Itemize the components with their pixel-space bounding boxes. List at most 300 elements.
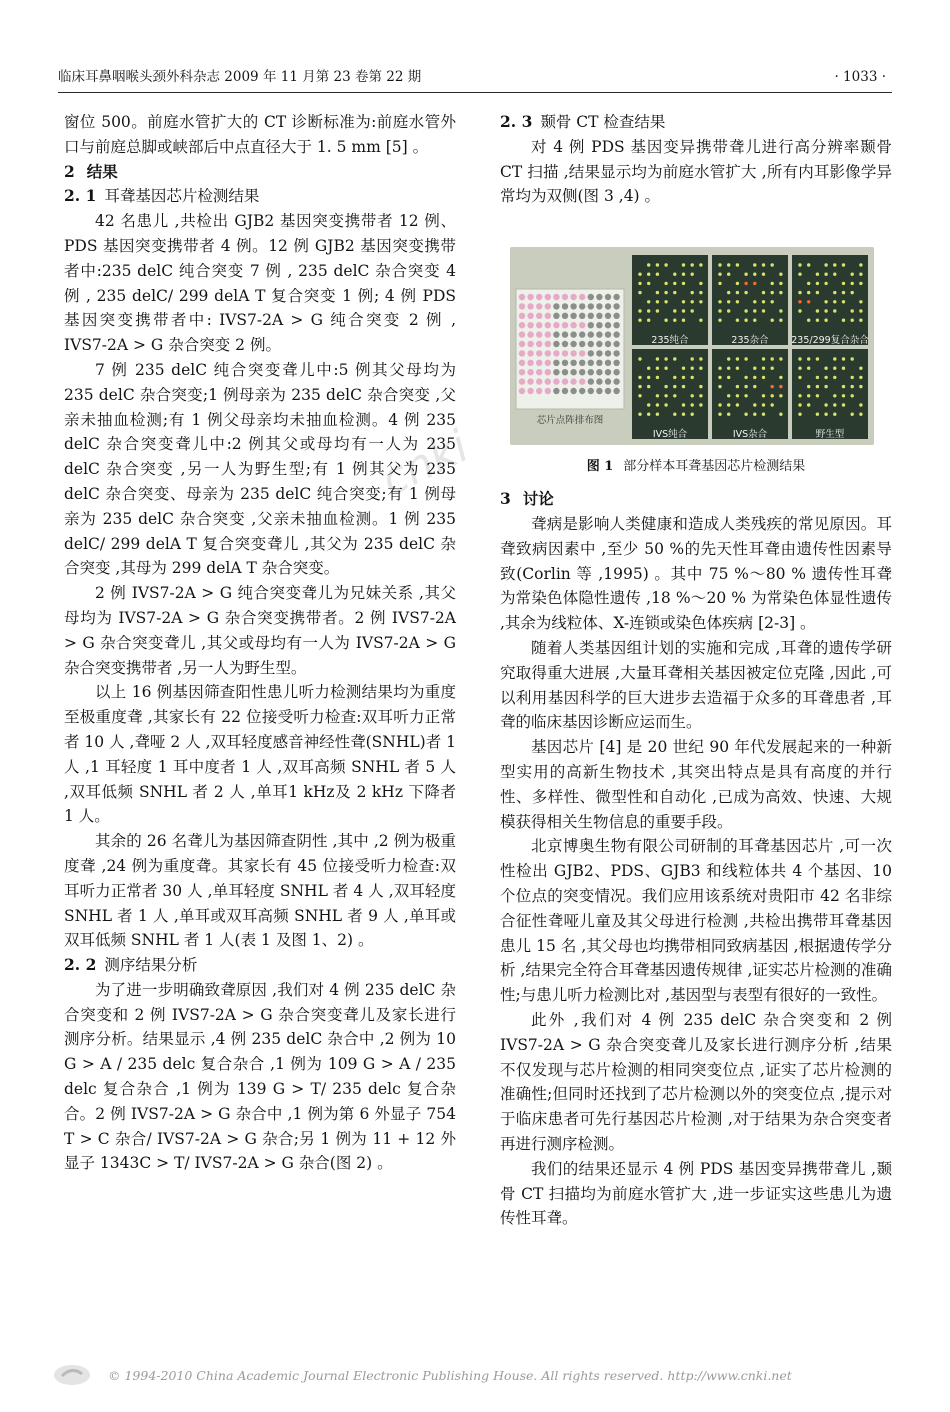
chip-spot bbox=[673, 357, 676, 360]
chip-spot bbox=[753, 263, 756, 266]
chip-spot bbox=[851, 413, 854, 416]
chip-spot bbox=[638, 319, 641, 322]
chip-layout-spot bbox=[570, 341, 576, 347]
chip-spot bbox=[779, 319, 782, 322]
chip-layout-spot bbox=[605, 350, 611, 356]
chip-layout-spot bbox=[613, 379, 619, 385]
chip-panel bbox=[792, 349, 868, 439]
chip-layout-spot bbox=[519, 369, 525, 375]
paragraph: 我们的结果还显示 4 例 PDS 基因变异携带聋儿 ,颞骨 CT 扫描均为前庭水管扩大 ,进一步证实这些患儿为遗传性耳聋。 bbox=[500, 1159, 892, 1228]
subsection-title: 颞骨 CT 检查结果 bbox=[540, 113, 666, 131]
chip-spot bbox=[673, 394, 676, 397]
chip-spot bbox=[664, 357, 667, 360]
chip-spot bbox=[727, 376, 730, 379]
chip-spot bbox=[699, 403, 702, 406]
chip-spot bbox=[816, 291, 819, 294]
chip-layout-spot bbox=[553, 303, 559, 309]
chip-layout-spot bbox=[553, 388, 559, 394]
chip-layout-spot bbox=[553, 332, 559, 338]
chip-spot bbox=[727, 291, 730, 294]
chip-spot bbox=[842, 282, 845, 285]
chip-layout-spot bbox=[545, 332, 551, 338]
paragraph: 对 4 例 PDS 基因变异携带聋儿进行高分辨率颞骨 CT 扫描 ,结果显示均为前庭水管扩大 ,所有内耳影像学异常均为双侧(图 3 ,4) 。 bbox=[500, 137, 892, 206]
chip-layout-spot bbox=[519, 350, 525, 356]
chip-spot bbox=[656, 291, 659, 294]
watermark: cnki bbox=[373, 420, 477, 507]
chip-spot bbox=[771, 385, 774, 388]
subsection-number: 2. 3 bbox=[500, 112, 533, 131]
chip-layout-spot bbox=[553, 313, 559, 319]
chip-spot bbox=[647, 413, 650, 416]
chip-spot bbox=[762, 300, 765, 303]
chip-panel bbox=[712, 349, 788, 439]
chip-spot bbox=[744, 413, 747, 416]
chip-spot bbox=[638, 291, 641, 294]
chip-spot bbox=[656, 309, 659, 312]
chip-layout-spot bbox=[570, 379, 576, 385]
chip-layout-spot bbox=[588, 369, 594, 375]
chip-spot bbox=[842, 394, 845, 397]
chip-spot bbox=[816, 273, 819, 276]
chip-spot bbox=[816, 309, 819, 312]
chip-spot bbox=[736, 300, 739, 303]
chip-spot bbox=[691, 394, 694, 397]
chip-layout-spot bbox=[579, 294, 585, 300]
chip-spot bbox=[736, 282, 739, 285]
chip-spot bbox=[656, 394, 659, 397]
chip-spot bbox=[664, 282, 667, 285]
chip-spot bbox=[682, 282, 685, 285]
chip-spot bbox=[718, 273, 721, 276]
chip-spot bbox=[753, 376, 756, 379]
gene-chip-figure bbox=[510, 247, 874, 445]
chip-spot bbox=[718, 309, 721, 312]
chip-spot bbox=[647, 367, 650, 370]
chip-layout-spot bbox=[570, 303, 576, 309]
chip-spot bbox=[753, 413, 756, 416]
chip-spot bbox=[656, 357, 659, 360]
chip-spot bbox=[807, 385, 810, 388]
chip-spot bbox=[638, 282, 641, 285]
chip-spot bbox=[816, 319, 819, 322]
chip-spot bbox=[824, 263, 827, 266]
chip-spot bbox=[824, 282, 827, 285]
chip-spot bbox=[699, 394, 702, 397]
chip-layout-spot bbox=[545, 294, 551, 300]
chip-spot bbox=[807, 403, 810, 406]
chip-spot bbox=[859, 367, 862, 370]
chip-spot bbox=[859, 309, 862, 312]
chip-layout-spot bbox=[545, 303, 551, 309]
paragraph: 北京博奥生物有限公司研制的耳聋基因芯片 ,可一次性检出 GJB2、PDS、GJB3 和线粒体共 4 个基因、10 个位点的突变情况。我们应用该系统对贵阳市 42 名非综合征性聋哑儿童及其父母进行检测 ,共检出携带耳聋基因患儿 15 名 ,其父母也均携带相同致病基因 ,根据遗传学分析 ,结果完全符合耳聋基因遗传规律 ,证实芯片检测的准确性;与患儿听力检测比对 ,基因型与表型有很好的一致性。 bbox=[500, 837, 892, 1005]
chip-spot bbox=[682, 385, 685, 388]
chip-spot bbox=[691, 263, 694, 266]
chip-layout-spot bbox=[605, 369, 611, 375]
chip-layout-spot bbox=[579, 303, 585, 309]
chip-spot bbox=[771, 300, 774, 303]
chip-spot bbox=[753, 300, 756, 303]
chip-layout-spot bbox=[596, 294, 602, 300]
chip-spot bbox=[851, 309, 854, 312]
chip-layout-spot bbox=[613, 332, 619, 338]
chip-spot bbox=[842, 385, 845, 388]
chip-layout-spot bbox=[562, 379, 568, 385]
chip-spot bbox=[851, 273, 854, 276]
chip-layout-spot bbox=[519, 332, 525, 338]
chip-spot bbox=[807, 263, 810, 266]
chip-spot bbox=[798, 413, 801, 416]
chip-layout-spot bbox=[605, 360, 611, 366]
chip-spot bbox=[762, 273, 765, 276]
chip-spot bbox=[798, 403, 801, 406]
chip-layout-spot bbox=[545, 388, 551, 394]
chip-spot bbox=[771, 282, 774, 285]
chip-spot bbox=[727, 357, 730, 360]
chip-spot bbox=[798, 376, 801, 379]
chip-spot bbox=[833, 376, 836, 379]
chip-spot bbox=[664, 403, 667, 406]
chip-spot bbox=[779, 385, 782, 388]
chip-layout-spot bbox=[613, 388, 619, 394]
chip-layout-spot bbox=[562, 388, 568, 394]
chip-panel bbox=[792, 255, 868, 345]
chip-layout-spot bbox=[545, 313, 551, 319]
chip-layout-spot bbox=[519, 388, 525, 394]
chip-panel-label: 235/299复合杂合 bbox=[791, 335, 869, 347]
chip-spot bbox=[647, 300, 650, 303]
chip-panel bbox=[712, 255, 788, 345]
subsection-heading bbox=[500, 110, 892, 135]
chip-layout-spot bbox=[527, 379, 533, 385]
chip-spot bbox=[771, 263, 774, 266]
chip-spot bbox=[727, 413, 730, 416]
paragraph: 2 例 IVS7-2A > G 纯合突变聋儿为兄妹关系 ,其父母均为 IVS7-2A > G 杂合突变携带者。2 例 IVS7-2A > G 杂合突变聋儿 ,其父或母均有一人为 IVS7-2A > G 杂合突变携带者 ,另一人为野生型。 bbox=[64, 584, 456, 677]
chip-spot bbox=[656, 413, 659, 416]
chip-layout-spot bbox=[570, 322, 576, 328]
chip-spot bbox=[691, 357, 694, 360]
chip-layout-spot bbox=[596, 322, 602, 328]
chip-layout-spot bbox=[579, 360, 585, 366]
chip-spot bbox=[859, 403, 862, 406]
chip-spot bbox=[736, 319, 739, 322]
chip-layout-spot bbox=[519, 341, 525, 347]
chip-layout-spot bbox=[519, 379, 525, 385]
chip-layout-spot bbox=[613, 350, 619, 356]
chip-spot bbox=[699, 319, 702, 322]
chip-spot bbox=[779, 413, 782, 416]
chip-spot bbox=[771, 291, 774, 294]
chip-spot bbox=[779, 394, 782, 397]
chip-spot bbox=[744, 376, 747, 379]
paragraph: 随着人类基因组计划的实施和完成 ,耳聋的遗传学研究取得重大进展 ,大量耳聋相关基因被定位克隆 ,因此 ,可以利用基因科学的巨大进步去造福于众多的耳聋患者 ,耳聋的临床基因诊断应运而生。 bbox=[500, 638, 892, 732]
chip-spot bbox=[762, 263, 765, 266]
chip-spot bbox=[842, 367, 845, 370]
chip-spot bbox=[638, 376, 641, 379]
chip-spot bbox=[753, 282, 756, 285]
chip-spot bbox=[833, 357, 836, 360]
chip-spot bbox=[771, 357, 774, 360]
chip-spot bbox=[824, 376, 827, 379]
chip-spot bbox=[691, 376, 694, 379]
chip-spot bbox=[833, 403, 836, 406]
chip-layout-spot bbox=[596, 332, 602, 338]
chip-layout-spot bbox=[536, 294, 542, 300]
chip-layout-spot bbox=[527, 369, 533, 375]
chip-spot bbox=[682, 413, 685, 416]
chip-spot bbox=[833, 273, 836, 276]
chip-spot bbox=[762, 291, 765, 294]
chip-layout-spot bbox=[588, 322, 594, 328]
chip-spot bbox=[753, 319, 756, 322]
footer bbox=[52, 1362, 910, 1390]
chip-layout-spot bbox=[536, 332, 542, 338]
chip-spot bbox=[859, 376, 862, 379]
paragraph: 聋病是影响人类健康和造成人类残疾的常见原因。耳聋致病因素中 ,至少 50 %的先天性耳聋由遗传性因素导致(Corlin 等 ,1995) 。其中 75 %～80 % 遗传性耳聋为常染色体隐性遗传 ,18 %～20 % 为常染色体显性遗传 ,其余为线粒体、X-连锁或染色体疾病 [2-3] 。 bbox=[500, 514, 892, 633]
chip-layout-spot bbox=[527, 388, 533, 394]
chip-spot bbox=[771, 403, 774, 406]
chip-layout-spot bbox=[596, 303, 602, 309]
chip-spot bbox=[727, 367, 730, 370]
chip-spot bbox=[851, 376, 854, 379]
chip-layout-spot bbox=[545, 360, 551, 366]
chip-spot bbox=[833, 413, 836, 416]
chip-spot bbox=[691, 273, 694, 276]
chip-spot bbox=[718, 413, 721, 416]
chip-spot bbox=[762, 376, 765, 379]
chip-spot bbox=[673, 309, 676, 312]
right-column bbox=[500, 110, 892, 1231]
chip-spot bbox=[673, 385, 676, 388]
chip-spot bbox=[807, 319, 810, 322]
chip-layout-spot bbox=[570, 294, 576, 300]
chip-layout-spot bbox=[553, 350, 559, 356]
chip-spot bbox=[762, 413, 765, 416]
chip-layout-spot bbox=[562, 369, 568, 375]
chip-spot bbox=[833, 394, 836, 397]
chip-layout-spot bbox=[596, 350, 602, 356]
chip-spot bbox=[851, 357, 854, 360]
chip-spot bbox=[682, 367, 685, 370]
chip-spot bbox=[647, 263, 650, 266]
chip-spot bbox=[833, 367, 836, 370]
chip-spot bbox=[833, 263, 836, 266]
chip-layout-spot bbox=[570, 332, 576, 338]
chip-layout-spot bbox=[519, 322, 525, 328]
chip-spot bbox=[753, 273, 756, 276]
chip-layout-spot bbox=[562, 322, 568, 328]
chip-spot bbox=[824, 309, 827, 312]
chip-spot bbox=[638, 385, 641, 388]
chip-spot bbox=[842, 291, 845, 294]
chip-panel-label: 235杂合 bbox=[731, 335, 769, 347]
chip-spot bbox=[851, 291, 854, 294]
chip-layout-spot bbox=[579, 313, 585, 319]
chip-spot bbox=[727, 263, 730, 266]
subsection-number: 2. 1 bbox=[64, 186, 97, 206]
chip-spot bbox=[842, 319, 845, 322]
chip-layout-spot bbox=[562, 313, 568, 319]
subsection-title: 测序结果分析 bbox=[104, 956, 198, 975]
chip-spot bbox=[762, 367, 765, 370]
chip-spot bbox=[727, 403, 730, 406]
chip-layout-spot bbox=[536, 360, 542, 366]
chip-spot bbox=[673, 413, 676, 416]
chip-spot bbox=[779, 376, 782, 379]
chip-spot bbox=[807, 367, 810, 370]
chip-spot bbox=[798, 273, 801, 276]
chip-spot bbox=[647, 385, 650, 388]
chip-spot bbox=[859, 263, 862, 266]
chip-layout-spot bbox=[613, 303, 619, 309]
chip-layout-spot bbox=[562, 303, 568, 309]
chip-layout-spot bbox=[527, 313, 533, 319]
chip-layout-spot bbox=[579, 322, 585, 328]
chip-spot bbox=[842, 403, 845, 406]
chip-spot bbox=[816, 413, 819, 416]
chip-layout-spot bbox=[588, 388, 594, 394]
chip-layout-spot bbox=[527, 360, 533, 366]
subsection-heading bbox=[64, 953, 456, 978]
chip-spot bbox=[656, 300, 659, 303]
chip-spot bbox=[736, 394, 739, 397]
chip-spot bbox=[736, 403, 739, 406]
chip-spot bbox=[647, 376, 650, 379]
chip-spot bbox=[859, 385, 862, 388]
chip-spot bbox=[851, 282, 854, 285]
chip-spot bbox=[762, 403, 765, 406]
chip-spot bbox=[744, 273, 747, 276]
chip-layout-spot bbox=[562, 341, 568, 347]
chip-layout-spot bbox=[605, 388, 611, 394]
chip-layout-spot bbox=[536, 388, 542, 394]
chip-layout-spot bbox=[536, 322, 542, 328]
chip-layout-spot bbox=[588, 341, 594, 347]
chip-layout-spot bbox=[613, 341, 619, 347]
chip-spot bbox=[699, 282, 702, 285]
chip-layout-spot bbox=[570, 369, 576, 375]
chip-spot bbox=[638, 413, 641, 416]
chip-panel-label: 芯片点阵排布图 bbox=[536, 415, 604, 427]
chip-layout-spot bbox=[562, 332, 568, 338]
chip-spot bbox=[744, 394, 747, 397]
chip-spot bbox=[762, 309, 765, 312]
paragraph: 窗位 500。前庭水管扩大的 CT 诊断标准为:前庭水管外口与前庭总脚或峡部后中点直径大于 1. 5 mm [5] 。 bbox=[64, 113, 456, 156]
chip-spot bbox=[638, 357, 641, 360]
chip-spot bbox=[807, 282, 810, 285]
chip-layout-spot bbox=[613, 313, 619, 319]
paragraph: 42 名患儿 ,共检出 GJB2 基因突变携带者 12 例、PDS 基因突变携带者 4 例。12 例 GJB2 基因突变携带者中:235 delC 纯合突变 7 例 , 235 delC 杂合突变 4 例 , 235 delC/ 299 delA T 复合突变 1 例; 4 例 PDS 基因突变携带者中: IVS7-2A > G 纯合突变 2 例 , IVS7-2A > G 杂合突变 2 例。 bbox=[64, 212, 456, 355]
chip-layout-spot bbox=[596, 360, 602, 366]
paragraph: 7 例 235 delC 纯合突变聋儿中:5 例其父母均为 235 delC 杂合突变;1 例母亲为 235 delC 杂合突变 ,父亲未抽血检测;有 1 例父母亲均未抽血检测。4 例 235 delC 杂合突变聋儿中:2 例其父或母均有一人为 235 delC 杂合突变 ,另一人为野生型;有 1 例其父为 235 delC 杂合突变、母亲为 235 delC 纯合突变;有 1 例母亲为 235 delC 杂合突变 ,父亲未抽血检测。1 例 235 delC/ 299 delA T 复合突变聋儿 ,其父为 235 delC 杂合突变 ,其母为 299 delA T 杂合突变。 bbox=[64, 360, 456, 578]
chip-spot bbox=[718, 367, 721, 370]
section-number: 2 bbox=[64, 161, 75, 181]
chip-spot bbox=[807, 394, 810, 397]
chip-layout-spot bbox=[579, 341, 585, 347]
chip-layout-spot bbox=[553, 369, 559, 375]
section-heading bbox=[500, 487, 892, 512]
chip-spot bbox=[664, 300, 667, 303]
chip-layout-spot bbox=[596, 313, 602, 319]
paragraph: 基因芯片 [4] 是 20 世纪 90 年代发展起来的一种新型实用的高新生物技术 ,其突出特点是具有高度的并行性、多样性、微型性和自动化 ,已成为高效、快速、大规模获得相关生物信息的重要手段。 bbox=[500, 738, 892, 831]
chip-layout-spot bbox=[519, 360, 525, 366]
journal-title: 临床耳鼻咽喉头颈外科杂志 2009 年 11 月第 23 卷第 22 期 bbox=[58, 69, 422, 85]
chip-spot bbox=[779, 282, 782, 285]
chip-spot bbox=[798, 367, 801, 370]
chip-layout-spot bbox=[613, 360, 619, 366]
chip-spot bbox=[816, 385, 819, 388]
figure-caption-label: 图 1 bbox=[586, 459, 614, 475]
paragraph: 此外 ,我们对 4 例 235 delC 杂合突变和 2 例 IVS7-2A > G 杂合突变聋儿及家长进行测序分析 ,结果不仅发现与芯片检测的相同突变位点 ,证实了芯片检测的准确性;但同时还找到了芯片检测以外的突变位点 ,提示对于临床患者可先行基因芯片检测 ,对于结果为杂合突变者再进行测序检测。 bbox=[500, 1010, 892, 1153]
section-title: 讨论 bbox=[522, 489, 554, 509]
left-column bbox=[64, 110, 456, 1176]
chip-spot bbox=[851, 319, 854, 322]
chip-spot bbox=[682, 273, 685, 276]
chip-spot bbox=[673, 273, 676, 276]
chip-spot bbox=[851, 385, 854, 388]
chip-layout-spot bbox=[553, 360, 559, 366]
chip-layout-spot bbox=[536, 313, 542, 319]
chip-layout-spot bbox=[605, 313, 611, 319]
chip-spot bbox=[798, 394, 801, 397]
chip-layout-spot bbox=[579, 369, 585, 375]
chip-layout-spot bbox=[596, 369, 602, 375]
chip-spot bbox=[824, 403, 827, 406]
chip-spot bbox=[718, 319, 721, 322]
right-column-top bbox=[500, 110, 892, 209]
chip-spot bbox=[664, 385, 667, 388]
chip-spot bbox=[664, 263, 667, 266]
chip-spot bbox=[833, 300, 836, 303]
chip-spot bbox=[824, 273, 827, 276]
chip-layout-spot bbox=[605, 294, 611, 300]
subsection-number: 2. 2 bbox=[64, 955, 97, 975]
chip-spot bbox=[824, 367, 827, 370]
chip-layout-spot bbox=[553, 341, 559, 347]
chip-spot bbox=[833, 291, 836, 294]
chip-spot bbox=[673, 282, 676, 285]
chip-layout-spot bbox=[605, 379, 611, 385]
chip-spot bbox=[699, 367, 702, 370]
paragraph: 为了进一步明确致聋原因 ,我们对 4 例 235 delC 杂合突变和 2 例 IVS7-2A > G 杂合突变聋儿及家长进行测序分析。结果显示 ,4 例 235 delC 杂合中 ,2 例为 10 G > A / 235 delc 复合杂合 ,1 例为 109 G > A / 235 delc 复合杂合 ,1 例为 139 G > T/ 235 delc 复合杂合。2 例 IVS7-2A > G 杂合中 ,1 例为第 6 外显子 754 T > C 杂合/ IVS7-2A > G 杂合;另 1 例为 11 + 12 外显子 1343C > T/ IVS7-2A > G 杂合(图 2) 。 bbox=[64, 980, 456, 1173]
chip-spot bbox=[718, 282, 721, 285]
chip-layout-spot bbox=[553, 322, 559, 328]
copyright-notice: © 1994-2010 China Academic Journal Electronic Publishing House. All rights reserved. http://www.cnki.net bbox=[108, 1368, 792, 1383]
chip-spot bbox=[744, 282, 747, 285]
chip-layout-spot bbox=[605, 322, 611, 328]
chip-spot bbox=[779, 273, 782, 276]
chip-spot bbox=[727, 300, 730, 303]
chip-panel bbox=[632, 349, 708, 439]
chip-spot bbox=[673, 291, 676, 294]
chip-layout-spot bbox=[536, 350, 542, 356]
subsection-title: 耳聋基因芯片检测结果 bbox=[104, 187, 260, 206]
chip-spot bbox=[682, 309, 685, 312]
chip-layout-spot bbox=[527, 294, 533, 300]
chip-spot bbox=[859, 273, 862, 276]
chip-spot bbox=[656, 263, 659, 266]
chip-layout-spot bbox=[545, 350, 551, 356]
chip-layout-spot bbox=[613, 294, 619, 300]
chip-spot bbox=[682, 300, 685, 303]
chip-spot bbox=[798, 291, 801, 294]
chip-spot bbox=[798, 309, 801, 312]
chip-spot bbox=[779, 291, 782, 294]
chip-layout-spot bbox=[553, 379, 559, 385]
right-column-bottom bbox=[500, 487, 892, 1231]
figure-caption-text: 部分样本耳聋基因芯片检测结果 bbox=[623, 459, 806, 475]
chip-spot bbox=[744, 309, 747, 312]
chip-spot bbox=[816, 394, 819, 397]
